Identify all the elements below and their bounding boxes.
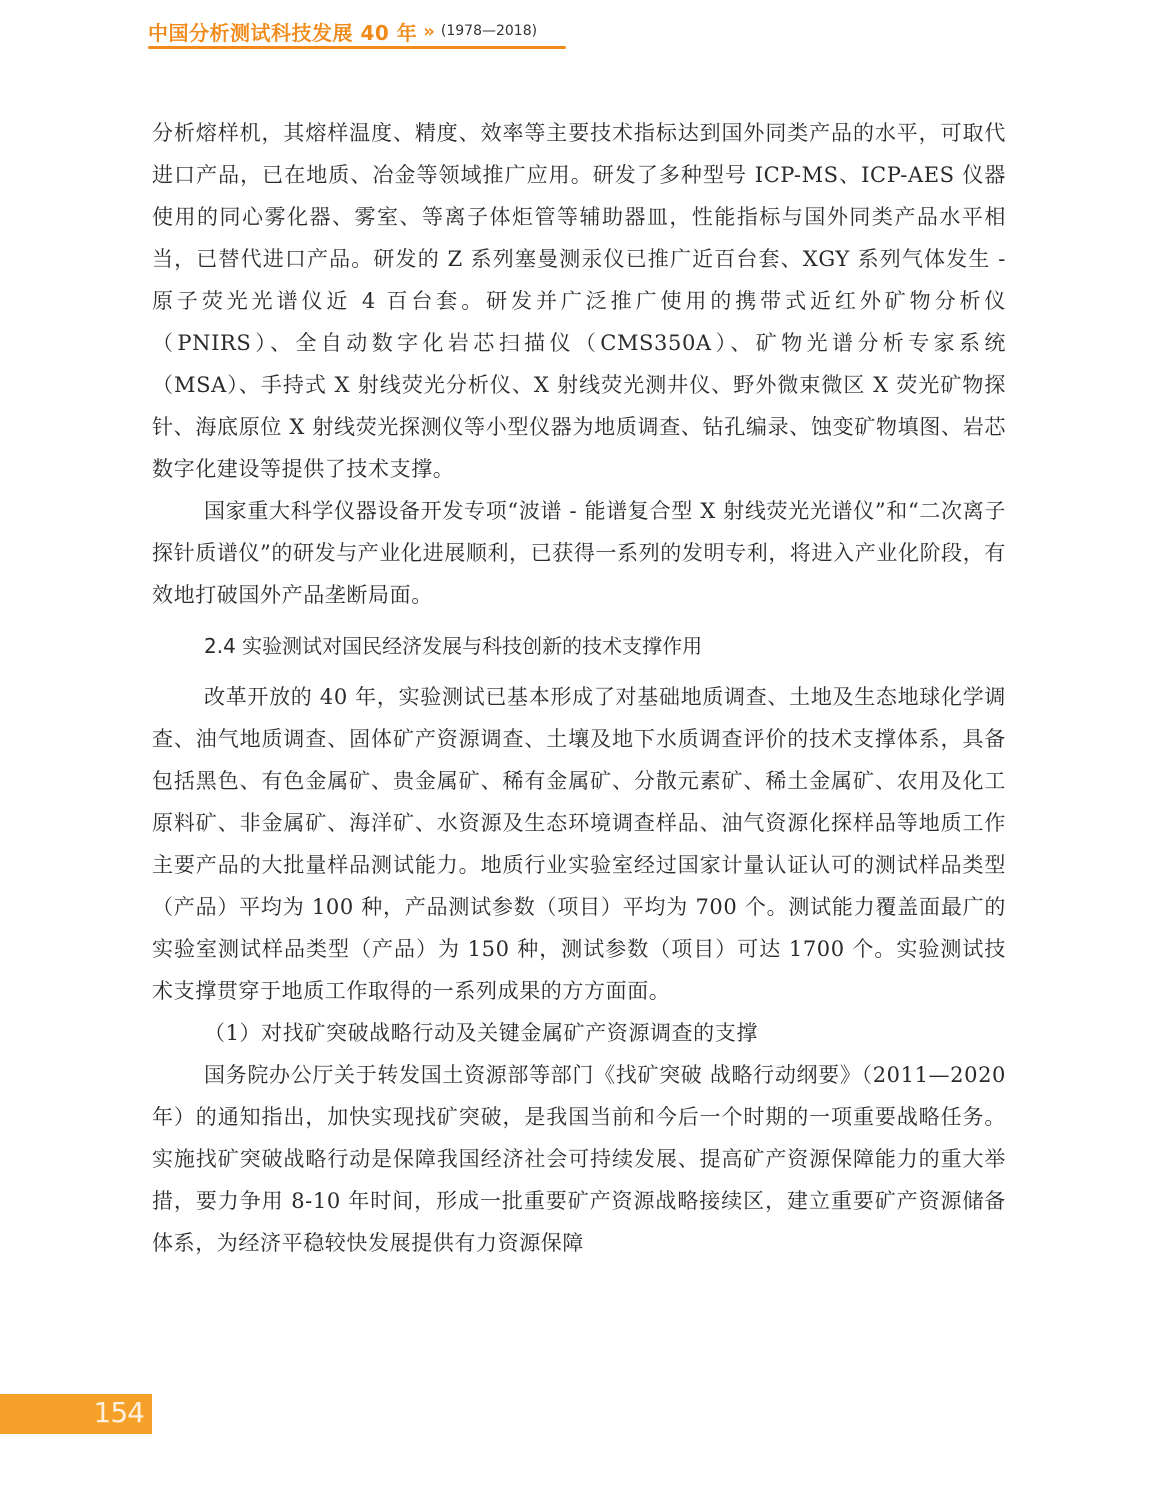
paragraph-technical-support: 改革开放的 40 年，实验测试已基本形成了对基础地质调查、土地及生态地球化学调查、油气地质调查、固体矿产资源调查、土壤及地下水质调查评价的技术支撑体系，具备包括黑色、有色金属矿、贵金属矿、稀有金属矿、分散元素矿、稀土金属矿、农用及化工原料矿、非金属矿、海洋矿、水资源及生态环境调查样品、油气资源化探样品等地质工作主要产品的大批量样品测试能力。地质行业实验室经过国家计量认证认可的测试样品类型（产品）平均为 100 种，产品测试参数（项目）平均为 700 个。测试能力覆盖面最广的实验室测试样品类型（产品）为 150 种，测试参数（项目）可达 1700 个。实验测试技术支撑贯穿于地质工作取得的一系列成果的方方面面。: [152, 685, 1006, 1003]
paragraph-special-project: 国家重大科学仪器设备开发专项“波谱 - 能谱复合型 X 射线荧光光谱仪”和“二次离子探针质谱仪”的研发与产业化进展顺利，已获得一系列的发明专利，将进入产业化阶段，有效地打破国外产品垄断局面。: [152, 499, 1006, 607]
page-number: 154: [93, 1396, 144, 1429]
book-title: 中国分析测试科技发展 40 年: [148, 20, 418, 45]
header-rule: [148, 46, 566, 49]
page-body: [152, 112, 1006, 1264]
paragraph-prospecting-breakthrough: 国务院办公厅关于转发国土资源部等部门《找矿突破 战略行动纲要》（2011—2020 年）的通知指出，加快实现找矿突破，是我国当前和今后一个时期的一项重要战略任务。实施找矿突破战略行动是保障我国经济社会可持续发展、提高矿产资源保障能力的重大举措，要力争用 8-10 年时间，形成一批重要矿产资源战略接续区，建立重要矿产资源储备体系，为经济平稳较快发展提供有力资源保障: [152, 1063, 1006, 1255]
paragraph-instruments: 分析熔样机，其熔样温度、精度、效率等主要技术指标达到国外同类产品的水平，可取代进口产品，已在地质、冶金等领域推广应用。研发了多种型号 ICP-MS、ICP-AES 仪器使用的同心雾化器、雾室、等离子体炬管等辅助器皿，性能指标与国外同类产品水平相当，已替代进口产品。研发的 Z 系列塞曼测汞仪已推广近百台套、XGY 系列气体发生 - 原子荧光光谱仪近 4 百台套。研发并广泛推广使用的携带式近红外矿物分析仪（PNIRS）、全自动数字化岩芯扫描仪（CMS350A）、矿物光谱分析专家系统（MSA）、手持式 X 射线荧光分析仪、X 射线荧光测井仪、野外微束微区 X 荧光矿物探针、海底原位 X 射线荧光探测仪等小型仪器为地质调查、钻孔编录、蚀变矿物填图、岩芯数字化建设等提供了技术支撑。: [152, 121, 1006, 481]
year-range: (1978—2018): [440, 23, 538, 39]
subsection-heading: （1）对找矿突破战略行动及关键金属矿产资源调查的支撑: [204, 1021, 758, 1045]
running-header: [148, 14, 537, 48]
page-number-box: [0, 1394, 152, 1434]
double-chevron-icon: »: [423, 20, 435, 42]
section-heading: 2.4 实验测试对国民经济发展与科技创新的技术支撑作用: [204, 634, 703, 658]
